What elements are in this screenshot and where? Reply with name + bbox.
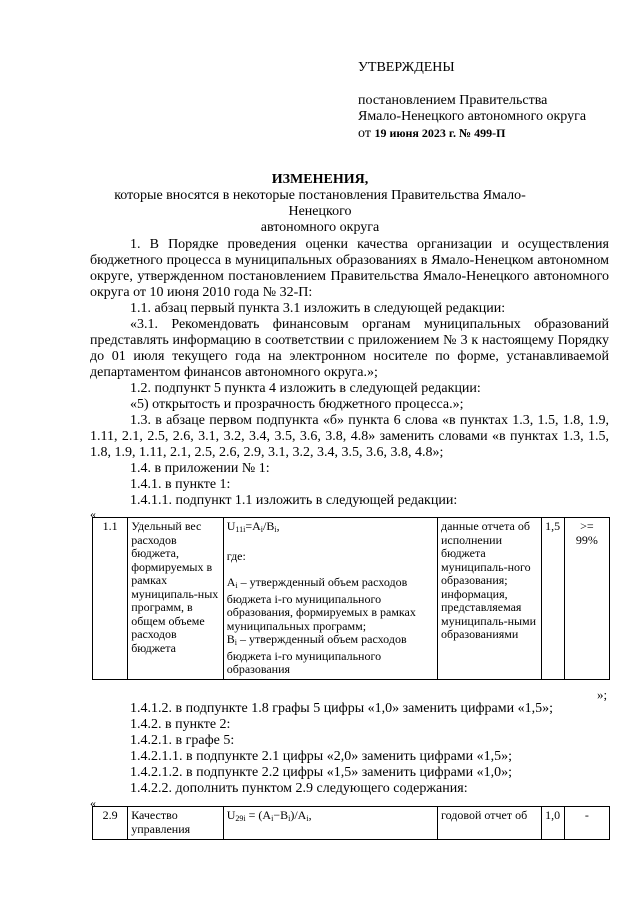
paragraph-9: 1.4.1.1. подпункт 1.1 изложить в следующей редакции: — [130, 493, 458, 508]
cell-formula — [223, 807, 437, 840]
paragraph-6: 1.3. в абзаце первом подпункта «б» пункта 6 слова «в пунктах 1.3, 1.5, 1.8, 1.9, 1.11, 2.1, 2.5, 2.6, 3.1, 3.2, 3.4, 3.5, 3.6, 3.8, 4.8» заменить словами «в пунктах 1.3, 1.5, 1.8, 1.9, 1.11, 2.1, 2.5, 2.6, 2.9, 3.1, 3.2, 3.4, 3.5, 3.6, 3.8, 4.8»; — [90, 413, 609, 460]
cell-indicator-name: Удельный вес расходов бюджета, формируемых в рамках муниципаль-ных программ, в общем объеме расходов бюджета — [128, 518, 224, 680]
definition-a: $A_i$ – утвержденный объем расходов бюджета i-го муниципального образования, формируемых в рамках муниципальных программ; — [226, 575, 416, 633]
paragraph-13: 1.4.2.1.1. в подпункте 2.1 цифры «2,0» заменить цифрами «1,5»; — [130, 749, 513, 764]
approval-date: 19 июня 2023 г. № 499-П — [374, 126, 506, 140]
paragraph-12: 1.4.2.1. в графе 5: — [130, 733, 235, 748]
paragraph-10: 1.4.1.2. в подпункте 1.8 графы 5 цифры «1,0» заменить цифрами «1,5»; — [130, 701, 553, 716]
approval-line-1: постановлением Правительства — [358, 93, 548, 108]
paragraph-2: 1.1. абзац первый пункта 3.1 изложить в следующей редакции: — [130, 301, 506, 316]
approval-block — [358, 60, 628, 142]
body-text-2 — [90, 701, 609, 797]
cell-number: 2.9 — [93, 807, 128, 840]
cell-coefficient: 1,0 — [541, 807, 564, 840]
cell-indicator-name: Качество управления — [128, 807, 224, 840]
paragraph-15: 1.4.2.2. дополнить пунктом 2.9 следующего содержания: — [130, 781, 468, 796]
title-subtitle-2: автономного округа — [260, 220, 380, 235]
approval-date-prefix: от — [358, 126, 371, 141]
body-text-1 — [90, 237, 609, 509]
document-title — [84, 172, 556, 236]
title-subtitle-1: которые вносятся в некоторые постановления Правительства Ямало-Ненецкого — [114, 188, 526, 219]
approval-line-3 — [358, 125, 628, 142]
approval-title: УТВЕРЖДЕНЫ — [358, 60, 455, 75]
cell-coefficient: 1,5 — [541, 518, 564, 680]
paragraph-3: «3.1. Рекомендовать финансовым органам муниципальных образований представлять информацию в соответствии с приложением № 3 к настоящему Порядку до 01 июля текущего года на электронном носителе по форме, устанавливаемой департаментом финансов автономного округа.»; — [90, 317, 609, 380]
quote-open-2: « — [90, 796, 96, 810]
quote-open-1: « — [90, 507, 96, 521]
table-row — [93, 518, 610, 680]
formula-line: $U_{11i}=A_i/B_i$, — [226, 519, 280, 534]
cell-threshold: - — [564, 807, 609, 840]
cell-number: 1.1 — [93, 518, 128, 680]
indicator-table-2 — [92, 806, 610, 840]
table-row — [93, 807, 610, 840]
indicator-table-1 — [92, 517, 610, 680]
paragraph-8: 1.4.1. в пункте 1: — [130, 477, 231, 492]
title-heading: ИЗМЕНЕНИЯ, — [271, 172, 369, 187]
quote-close-1: »; — [597, 687, 608, 702]
approval-line-2: Ямало-Ненецкого автономного округа — [358, 109, 587, 124]
paragraph-11: 1.4.2. в пункте 2: — [130, 717, 231, 732]
paragraph-5: «5) открытость и прозрачность бюджетного процесса.»; — [130, 397, 464, 412]
paragraph-14: 1.4.2.1.2. в подпункте 2.2 цифры «1,5» заменить цифрами «1,0»; — [130, 765, 513, 780]
formula-line: $U_{29i} = (A_i-B_i)/A_i$, — [226, 808, 312, 823]
definition-b: $B_i$ – утвержденный объем расходов бюджета i-го муниципального образования — [226, 632, 407, 676]
cell-data-source: данные отчета об исполнении бюджета муниципаль-ного образования; информация, представляемая муниципаль-ными образованиями — [437, 518, 541, 680]
cell-formula — [223, 518, 437, 680]
paragraph-7: 1.4. в приложении № 1: — [130, 461, 270, 476]
formula-where: где: — [226, 548, 246, 563]
paragraph-1: 1. В Порядке проведения оценки качества организации и осуществления бюджетного процесса в муниципальных образованиях в Ямало-Ненецком автономном округе, утвержденном постановлением Правительства Ямало-Ненецкого автономного округа от 10 июня 2010 года № 32-П: — [90, 237, 609, 300]
cell-threshold: >= 99% — [564, 518, 609, 680]
cell-data-source: годовой отчет об — [437, 807, 541, 840]
paragraph-4: 1.2. подпункт 5 пункта 4 изложить в следующей редакции: — [130, 381, 481, 396]
